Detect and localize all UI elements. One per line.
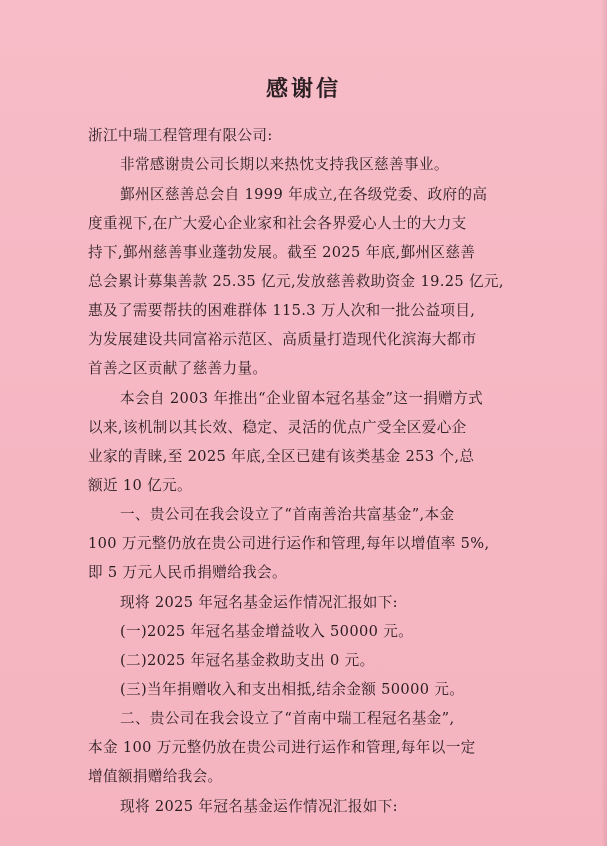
text-line: (二)2025 年冠名基金救助支出 0 元。: [120, 652, 375, 669]
salutation: 浙江中瑞工程管理有限公司:: [88, 127, 273, 144]
text-line: 额近 10 亿元。: [88, 477, 192, 494]
text-line: 一、贵公司在我会设立了“首南善治共富基金”,本金: [120, 506, 455, 523]
text-line: (一)2025 年冠名基金增益收入 50000 元。: [120, 623, 414, 640]
text-line: 现将 2025 年冠名基金运作情况汇报如下:: [120, 798, 398, 815]
text-line: 现将 2025 年冠名基金运作情况汇报如下:: [120, 594, 398, 611]
paper-edge-shadow: [601, 0, 607, 846]
text-line: 即 5 万元人民币捐赠给我会。: [88, 564, 287, 581]
text-line: 惠及了需要帮扶的困难群体 115.3 万人次和一批公益项目,: [88, 302, 476, 319]
text-line: 本金 100 万元整仍放在贵公司进行运作和管理,每年以一定: [88, 739, 476, 756]
text-line: 持下,鄞州慈善事业蓬勃发展。截至 2025 年底,鄞州区慈善: [88, 244, 476, 261]
text-line: 增值额捐赠给我会。: [88, 768, 223, 785]
text-line: 非常感谢贵公司长期以来热忱支持我区慈善事业。: [120, 156, 449, 173]
text-line: (三)当年捐赠收入和支出相抵,结余金额 50000 元。: [120, 681, 465, 698]
text-line: 以来,该机制以其长效、稳定、灵活的优点广受全区爱心企: [88, 419, 467, 436]
letter-title: 感谢信: [265, 77, 341, 102]
text-line: 业家的青睐,至 2025 年底,全区已建有该类基金 253 个,总: [88, 448, 475, 465]
text-line: 100 万元整仍放在贵公司进行运作和管理,每年以增值率 5%,: [88, 535, 490, 552]
text-line: 总会累计募集善款 25.35 亿元,发放慈善救助资金 19.25 亿元,: [88, 273, 504, 290]
text-line: 本会自 2003 年推出“企业留本冠名基金”这一捐赠方式: [120, 390, 484, 407]
text-line: 首善之区贡献了慈善力量。: [88, 360, 268, 377]
text-line: 为发展建设共同富裕示范区、高质量打造现代化滨海大都市: [88, 331, 477, 348]
text-line: 度重视下,在广大爱心企业家和社会各界爱心人士的大力支: [88, 215, 467, 232]
text-line: 二、贵公司在我会设立了“首南中瑞工程冠名基金”,: [120, 710, 455, 727]
text-line: 鄞州区慈善总会自 1999 年成立,在各级党委、政府的高: [120, 186, 488, 203]
